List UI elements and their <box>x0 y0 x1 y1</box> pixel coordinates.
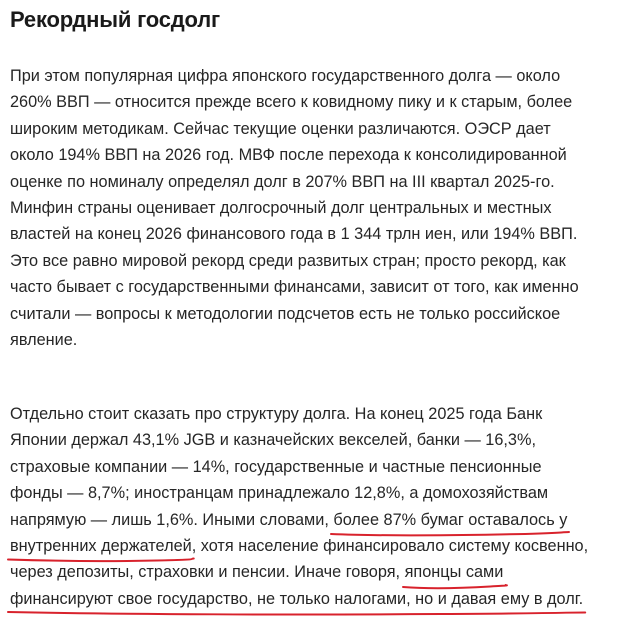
highlighted-text: более 87% бумаг оставалось у <box>333 510 568 529</box>
text-segment: напрямую — лишь 1,6%. Иными словами, <box>10 510 334 529</box>
paragraph-line: около 194% ВВП на 2026 год. МВФ после перехода к консолидированной <box>10 146 567 165</box>
paragraph-line <box>10 559 588 585</box>
paragraph-line: широким методикам. Сейчас текущие оценки различаются. ОЭСР дает <box>10 119 551 138</box>
paragraph-line: страховые компании — 14%, государственные и частные пенсионные <box>10 457 542 476</box>
article-heading: Рекордный госдолг <box>10 7 220 32</box>
red-underline-stroke <box>8 609 585 617</box>
paragraph-line: явление. <box>10 330 78 349</box>
article <box>10 0 635 608</box>
handdrawn-underline-highlight <box>405 559 504 585</box>
text-segment: через депозиты, страховки и пенсии. Иначе говоря, <box>10 563 405 582</box>
paragraph-line: При этом популярная цифра японского государственного долга — около <box>10 67 561 85</box>
paragraph-line: Минфин страны оценивает долгосрочный долг центральных и местных <box>10 198 552 217</box>
paragraph-line: Отдельно стоит сказать про структуру долга. На конец 2025 года Банк <box>10 405 543 423</box>
paragraph-line: оценке по номиналу определял долг в 207% ВВП на III квартал 2025-го. <box>10 172 555 191</box>
highlighted-text: внутренних держателей <box>10 536 192 555</box>
paragraph-line: Это все равно мировой рекорд среди развитых стран; просто рекорд, как <box>10 251 566 270</box>
paragraph-line <box>10 533 588 559</box>
paragraph-line: часто бывает с государственными финансами, зависит от того, как именно <box>10 278 579 297</box>
paragraph-line: Японии держал 43,1% JGB и казначейских векселей, банки — 16,3%, <box>10 431 536 450</box>
handdrawn-underline-highlight <box>10 586 583 612</box>
text-segment: , хотя население финансировало систему косвенно, <box>191 536 589 555</box>
paragraph-debt-structure <box>10 401 588 612</box>
paragraph-line: 260% ВВП — относится прежде всего к ковидному пику и к старым, более <box>10 93 573 112</box>
paragraph-line: считали — вопросы к методологии подсчетов есть не только российское <box>10 304 561 323</box>
highlighted-text: финансируют свое государство, не только налогами, но и давая ему в долг. <box>10 589 584 608</box>
paragraph-line: властей на конец 2026 финансового года в 1 344 трлн иен, или 194% ВВП. <box>10 225 578 244</box>
paragraph-line <box>10 507 588 533</box>
paragraph-line: фонды — 8,7%; иностранцам принадлежало 12,8%, а домохозяйствам <box>10 484 549 503</box>
handdrawn-underline-highlight <box>333 507 567 533</box>
paragraph-line <box>10 586 588 612</box>
paragraph-public-debt-estimates <box>10 63 579 353</box>
handdrawn-underline-highlight <box>10 533 192 559</box>
highlighted-text: японцы сами <box>404 563 504 582</box>
